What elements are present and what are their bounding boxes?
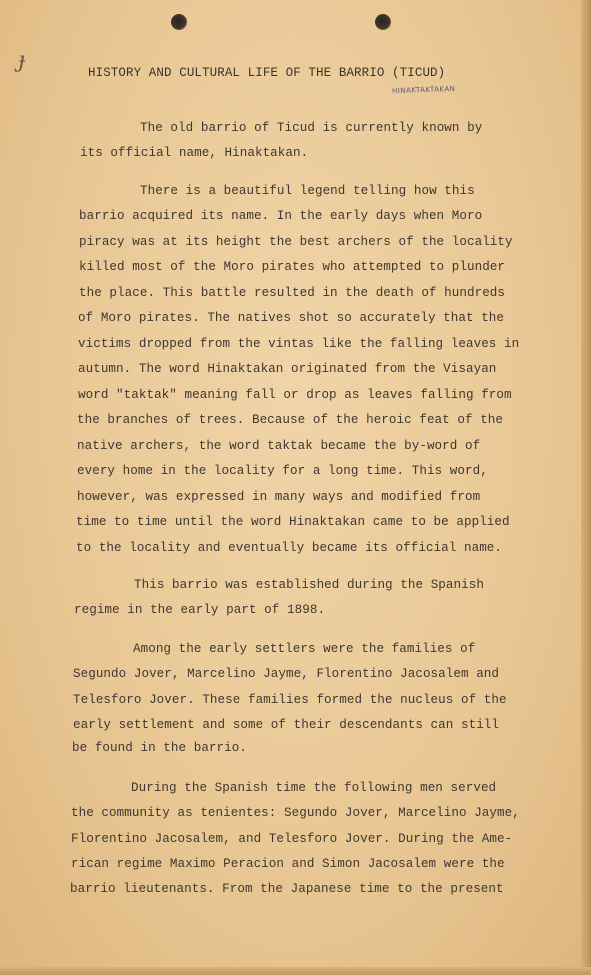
handwritten-annotation: HINAKTAKTAKAN xyxy=(391,84,456,96)
text-line: killed most of the Moro pirates who attempted to plunder xyxy=(79,260,506,274)
text-line: Florentino Jacosalem, and Telesforo Jover. During the Ame- xyxy=(71,832,513,846)
text-line: to the locality and eventually became its official name. xyxy=(76,541,503,555)
text-line: barrio acquired its name. In the early days when Moro xyxy=(79,209,483,223)
text-line: There is a beautiful legend telling how this xyxy=(140,184,475,198)
page-edge-right xyxy=(581,0,591,975)
text-line: native archers, the word taktak became the by-word of xyxy=(77,439,481,453)
text-line: of Moro pirates. The natives shot so accurately that the xyxy=(78,311,505,325)
punch-hole-left xyxy=(171,14,187,30)
text-line: This barrio was established during the Spanish xyxy=(134,578,484,592)
text-line: piracy was at its height the best archers of the locality xyxy=(79,235,513,249)
document-title: HISTORY AND CULTURAL LIFE OF THE BARRIO (TICUD) xyxy=(88,66,446,80)
page-edge-bottom xyxy=(0,967,591,975)
text-line: the place. This battle resulted in the death of hundreds xyxy=(79,286,506,300)
margin-pencil-mark: ɟ xyxy=(18,48,25,73)
text-line: however, was expressed in many ways and modified from xyxy=(77,490,481,504)
text-line: the branches of trees. Because of the heroic feat of the xyxy=(77,413,504,427)
text-line: Telesforo Jover. These families formed the nucleus of the xyxy=(73,693,507,707)
text-line: word "taktak" meaning fall or drop as leaves falling from xyxy=(78,388,512,402)
text-line: rican regime Maximo Peracion and Simon Jacosalem were the xyxy=(71,857,505,871)
text-line: autumn. The word Hinaktakan originated from the Visayan xyxy=(78,362,497,376)
text-line: barrio lieutenants. From the Japanese time to the present xyxy=(70,882,504,896)
text-line: regime in the early part of 1898. xyxy=(74,603,326,617)
text-line: every home in the locality for a long time. This word, xyxy=(77,464,488,478)
text-line: early settlement and some of their descendants can still xyxy=(73,718,500,732)
text-line: Among the early settlers were the families of xyxy=(133,642,476,656)
text-line: victims dropped from the vintas like the falling leaves in xyxy=(78,337,520,351)
text-line: Segundo Jover, Marcelino Jayme, Florentino Jacosalem and xyxy=(73,667,500,681)
text-line: During the Spanish time the following men served xyxy=(131,781,497,795)
text-line: The old barrio of Ticud is currently known by xyxy=(140,121,483,135)
text-line: be found in the barrio. xyxy=(72,741,247,755)
text-line: time to time until the word Hinaktakan came to be applied xyxy=(76,515,510,529)
text-line: its official name, Hinaktakan. xyxy=(80,146,309,160)
punch-hole-right xyxy=(375,14,391,30)
text-line: the community as tenientes: Segundo Jover, Marcelino Jayme, xyxy=(71,806,520,820)
